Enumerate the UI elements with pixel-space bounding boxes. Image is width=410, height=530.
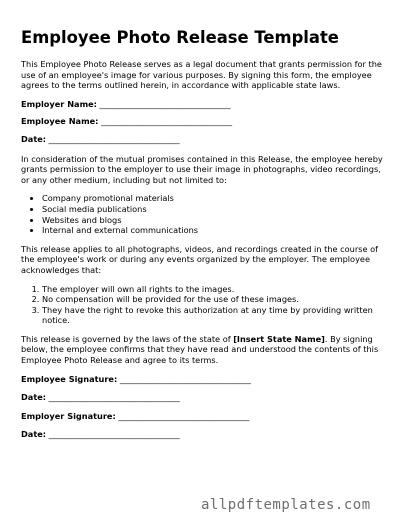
employee-date-blank[interactable]: ________________________________: [48, 392, 180, 403]
employee-signature-blank[interactable]: ________________________________: [119, 373, 251, 384]
list-item: 1. The employer will own all rights to the images.: [42, 284, 387, 295]
employee-signature-field[interactable]: [21, 374, 387, 385]
applies-paragraph: This release applies to all photographs, videos, and recordings created in the course of the employee's work or during any events organized by the employer. The employee acknowledges that:: [21, 243, 378, 275]
governing-law-text-end: . By signing below, the employee confirms that they have read and understood the contents of this Employee Photo Release and agree to its terms.: [21, 333, 379, 366]
employer-date-blank[interactable]: ________________________________: [48, 429, 180, 440]
uses-list: [21, 193, 387, 235]
document-page: [21, 28, 387, 447]
date-label-top: Date:: [21, 133, 47, 144]
employer-name-field[interactable]: [21, 99, 387, 110]
list-item: 2. No compensation will be provided for the use of these images.: [42, 294, 387, 305]
employer-date-field[interactable]: [21, 429, 387, 440]
list-item: • Websites and blogs: [42, 215, 387, 226]
intro-paragraph: This Employee Photo Release serves as a legal document that grants permission for the use of an employee's image for various purposes. By signing this form, the employee agrees to the terms outlined herein, in accordance with applicable state laws.: [21, 59, 382, 91]
employee-name-blank[interactable]: ________________________________: [101, 116, 233, 127]
governing-law-text: This release is governed by the laws of the state of: [21, 333, 234, 344]
employer-signature-label: Employer Signature:: [21, 410, 116, 421]
state-name-placeholder: [Insert State Name]: [233, 333, 325, 344]
list-item: • Company promotional materials: [42, 193, 387, 204]
employer-name-label: Employer Name:: [21, 98, 97, 109]
watermark: allpdftemplates.com: [201, 497, 371, 513]
employee-date-label: Date:: [21, 392, 47, 403]
governing-law-paragraph: [21, 334, 387, 366]
list-item: 3. They have the right to revoke this authorization at any time by providing written notice.: [42, 305, 387, 326]
document-title: Employee Photo Release Template: [21, 28, 339, 47]
date-blank-top[interactable]: ________________________________: [48, 133, 180, 144]
employer-signature-blank[interactable]: ________________________________: [118, 410, 250, 421]
employer-date-label: Date:: [21, 429, 47, 440]
acknowledgements-list: [21, 284, 387, 326]
employer-name-blank[interactable]: ________________________________: [99, 98, 231, 109]
consideration-paragraph: In consideration of the mutual promises contained in this Release, the employee hereby grants permission to the employer to use their image in photographs, video recordings, or any other medium, including but not limited to:: [21, 153, 383, 185]
employee-signature-label: Employee Signature:: [21, 373, 118, 384]
list-item: • Internal and external communications: [42, 225, 387, 236]
employee-name-field[interactable]: [21, 116, 387, 127]
list-item: • Social media publications: [42, 204, 387, 215]
employee-date-field[interactable]: [21, 392, 387, 403]
employee-name-label: Employee Name:: [21, 116, 99, 127]
employer-signature-field[interactable]: [21, 411, 387, 422]
date-field-top[interactable]: [21, 134, 387, 145]
